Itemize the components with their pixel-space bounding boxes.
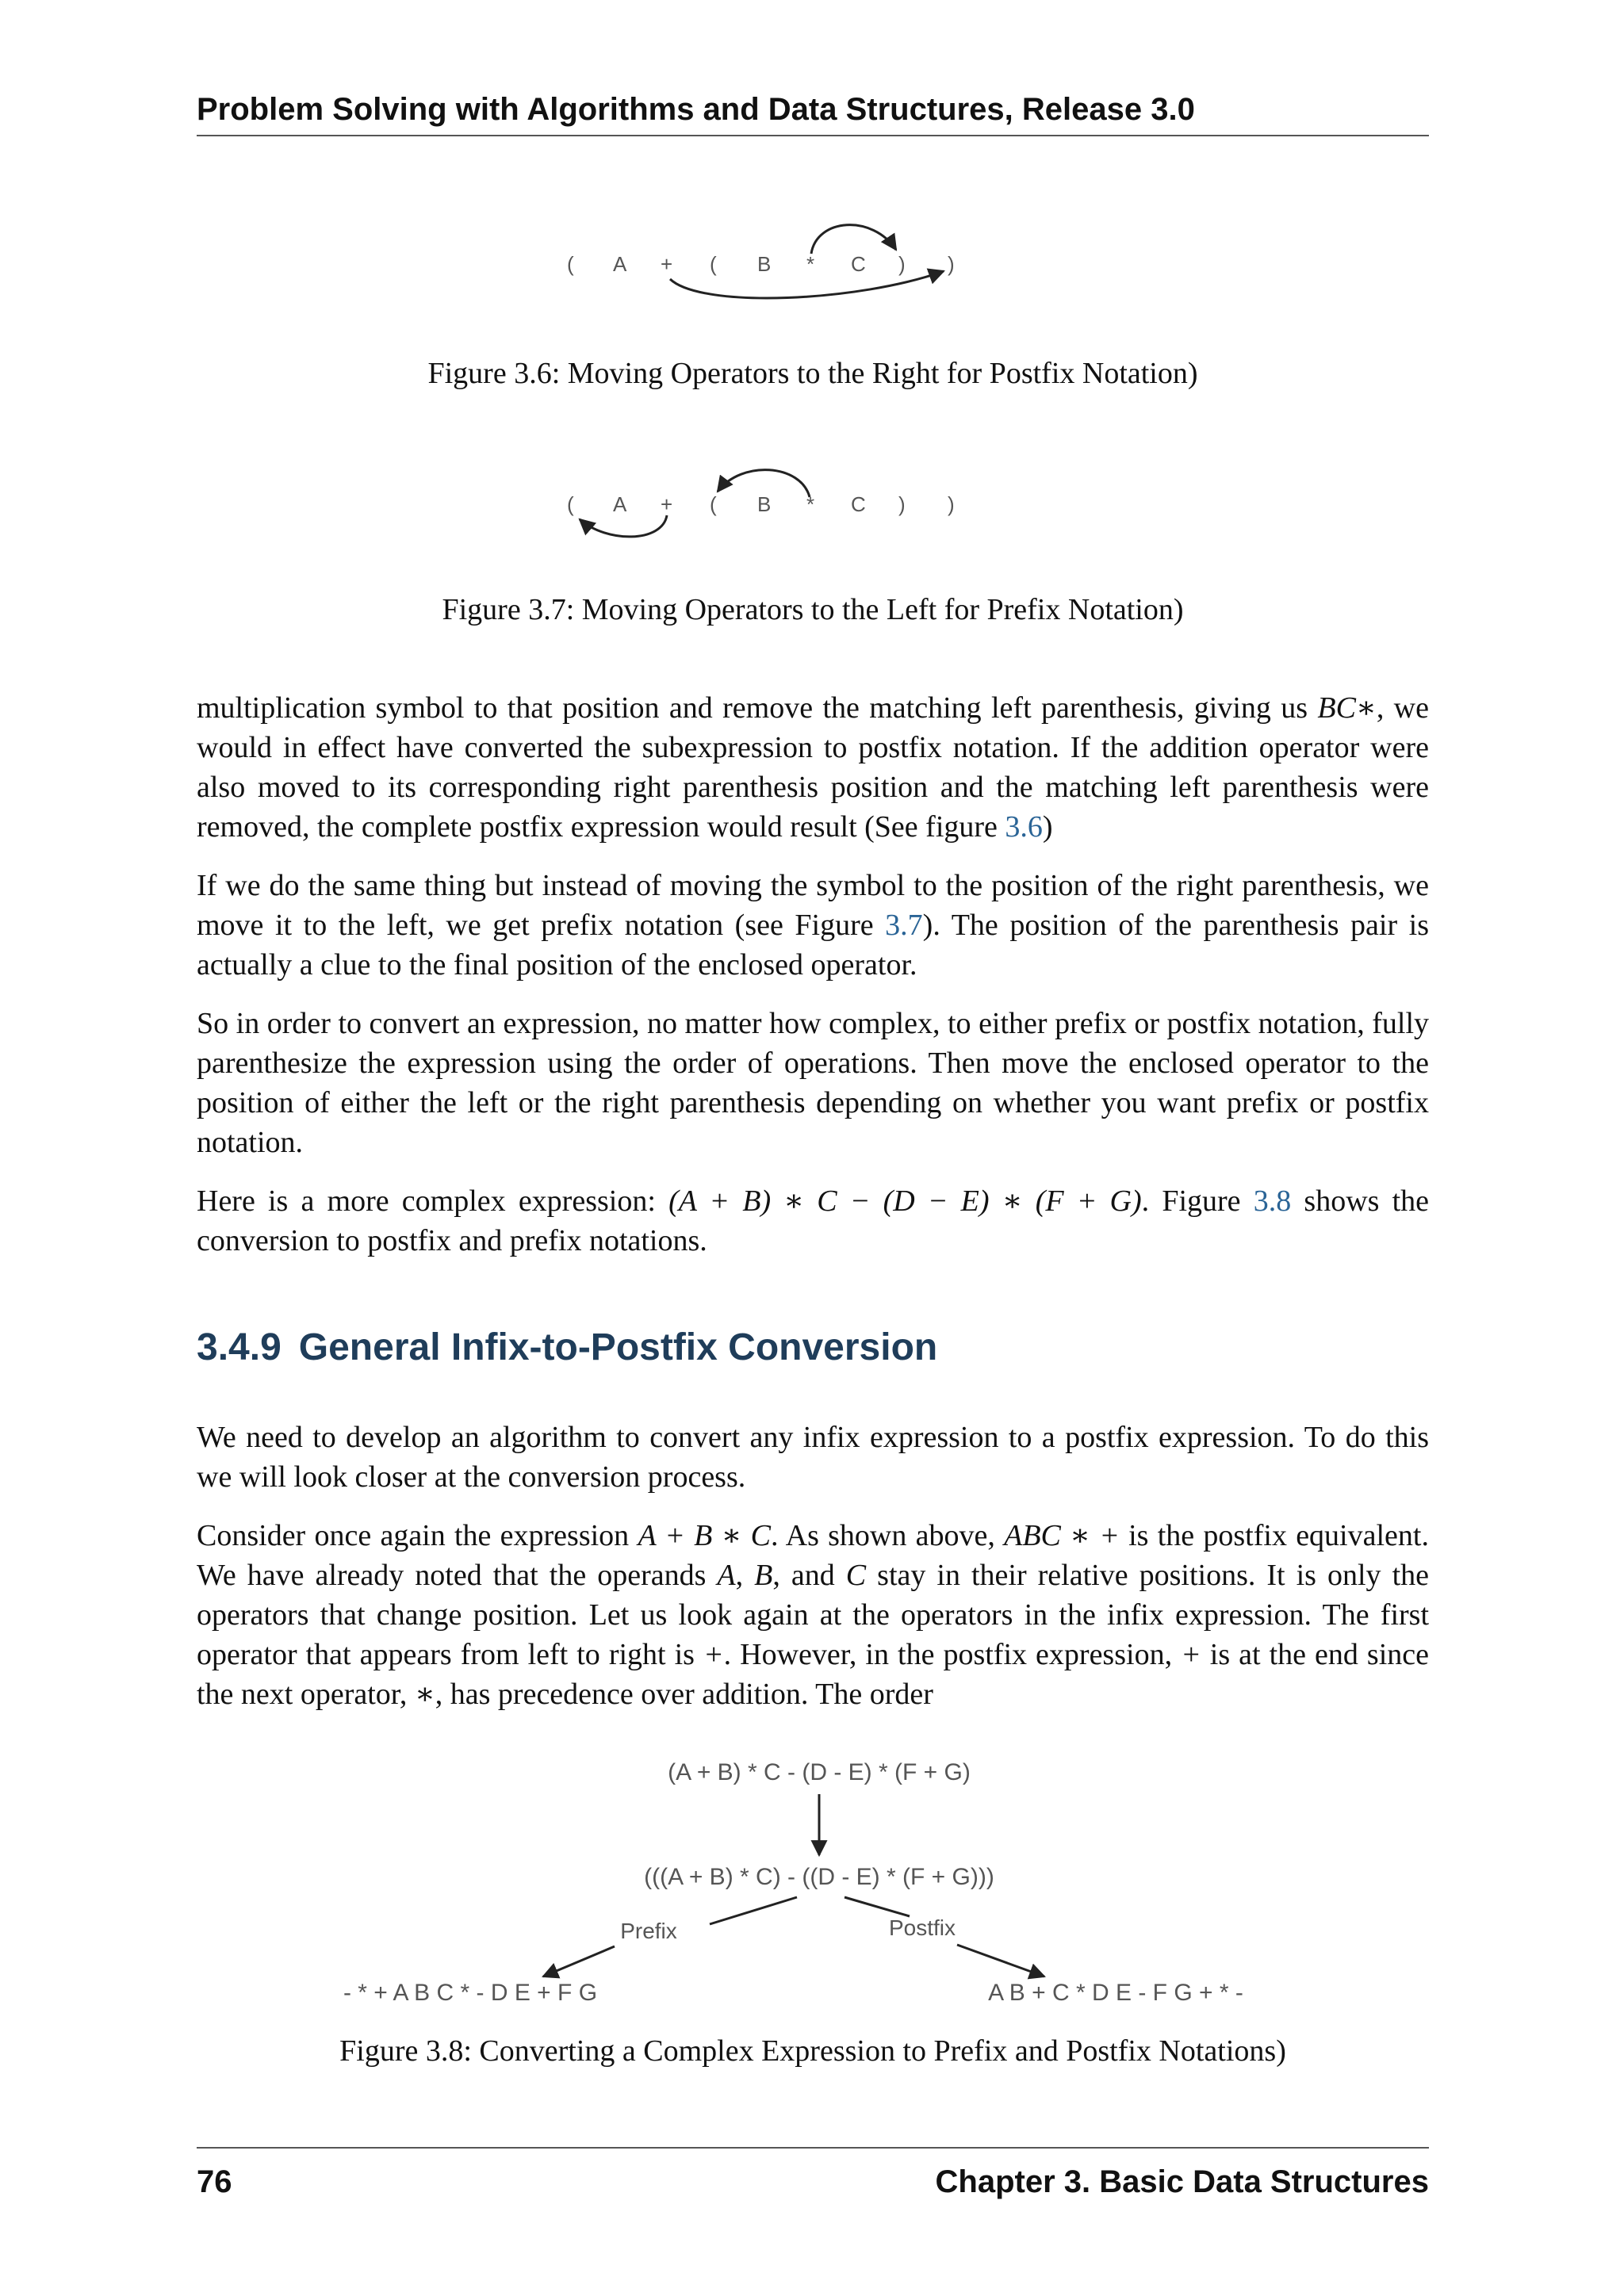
text: shows the conversion to postfix and prefix notations. [197,1184,1430,1257]
token-rparen-2: ) [948,252,955,276]
running-header: Problem Solving with Algorithms and Data Structures, Release 3.0 [197,89,1429,136]
math-expression: ∗ [414,1678,435,1711]
section-heading [197,1326,1429,1369]
figure-3-7 [197,440,1429,559]
text: ). The position of the parenthesis pair is actually a clue to the final position of the enclosed operator. [197,909,1430,982]
text: , [735,1559,755,1592]
text: , has precedence over addition. The order [435,1678,933,1711]
arrow-to-prefix-result [543,1946,615,1976]
token-lparen-2: ( [710,492,717,516]
figure-3-8-diagram [297,1748,1328,2018]
figure-3-8-caption: Figure 3.8: Converting a Complex Expression to Prefix and Postfix Notations) [339,2034,1286,2068]
math-expression: BC∗ [1317,691,1377,725]
token-lparen-2: ( [710,252,717,276]
figure-3-7-caption: Figure 3.7: Moving Operators to the Left for Prefix Notation) [442,593,1184,626]
token-lparen-1: ( [567,492,574,516]
figure-3-6-diagram [559,198,1067,317]
page-number: 76 [197,2164,232,2199]
token-star: * [806,252,815,276]
token-plus: + [661,252,673,276]
text: . Figure [1141,1184,1254,1218]
token-star: * [806,492,815,516]
postfix-label: Postfix [888,1915,956,1940]
math-expression: B [754,1559,773,1592]
prefix-result: - * + A B C * - D E + F G [343,1980,598,2006]
token-plus: + [661,492,673,516]
section-number: 3.4.9 [197,1326,282,1368]
text: . As shown above, [771,1519,1005,1552]
math-expression: A [717,1559,736,1592]
text: ) [1042,810,1053,844]
line-to-postfix-label [845,1897,910,1916]
text: is at the end since the next operator, [197,1638,1430,1711]
text: . However, in the postfix expression, [723,1638,1182,1671]
text: is the postfix equivalent. We have already noted that the operands [197,1519,1429,1592]
token-b: B [757,492,772,516]
math-expression: (A + B) ∗ C − (D − E) ∗ (F + G) [668,1184,1142,1218]
token-a: A [613,252,627,276]
math-expression: + [703,1638,724,1671]
math-expression: ABC ∗ + [1004,1519,1120,1552]
math-expression: A + B ∗ C [638,1519,771,1552]
paragraph: We need to develop an algorithm to convert any infix expression to a postfix expression. To do this we will look closer at the conversion process. [197,1421,1429,1494]
parenthesized-expression: (((A + B) * C) - ((D - E) * (F + G))) [644,1864,994,1890]
page-footer [197,2147,1429,2200]
text: multiplication symbol to that position and remove the matching left parenthesis, giving us [197,691,1318,725]
text: If we do the same thing but instead of moving the symbol to the position of the right parenthesis, we move it to the left, we get prefix notation (see Figure [197,869,1429,942]
paragraph [197,1181,1429,1261]
text: Consider once again the expression [197,1519,638,1552]
token-c: C [851,492,866,516]
figure-link[interactable]: 3.7 [885,909,923,942]
paragraph [197,866,1429,985]
infix-expression: (A + B) * C - (D - E) * (F + G) [668,1759,971,1785]
text: , we would in effect have converted the subexpression to postfix notation. If the addition operator were also moved to its corresponding right parenthesis position and the matching left parenthesis were removed, the complete postfix expression would result (See figure [197,691,1429,844]
prefix-label: Prefix [620,1919,677,1943]
arrow-plus-to-lparen [580,515,667,537]
figure-link[interactable]: 3.6 [1005,810,1043,844]
token-lparen-1: ( [567,252,574,276]
section-title: General Infix-to-Postfix Conversion [298,1326,938,1368]
math-expression: C [845,1559,867,1592]
math-expression: + [1181,1638,1201,1671]
paragraph: So in order to convert an expression, no matter how complex, to either prefix or postfix notation, fully parenthesize the expression using the order of operations. Then move the enclosed operator to the position of either the left or the right parenthesis depending on whether you want prefix or postfix notation. [197,1007,1429,1159]
token-c: C [851,252,866,276]
body-text-2 [197,1418,1429,1733]
token-b: B [757,252,772,276]
body-text-1 [197,688,1429,1280]
figure-3-7-diagram [559,440,1067,559]
figure-3-6 [197,198,1429,317]
text: Here is a more complex expression: [197,1184,669,1218]
figure-3-6-caption: Figure 3.6: Moving Operators to the Right for Postfix Notation) [427,357,1198,390]
token-rparen-1: ) [898,492,906,516]
chapter-title: Chapter 3. Basic Data Structures [935,2164,1429,2199]
paragraph [197,688,1429,847]
paragraph [197,1516,1429,1714]
line-to-prefix-label [710,1897,797,1924]
text: stay in their relative positions. It is only the operators that change position. Let us look again at the operators in the infix expression. The first operator that appears from left to right is [197,1559,1429,1671]
figure-3-8 [197,1748,1429,2018]
token-rparen-2: ) [948,492,955,516]
text: , and [772,1559,846,1592]
token-rparen-1: ) [898,252,906,276]
postfix-result: A B + C * D E - F G + * - [988,1980,1243,2006]
token-a: A [613,492,627,516]
figure-link[interactable]: 3.8 [1253,1184,1292,1218]
arrow-star-to-rparen [811,225,896,254]
arrow-to-postfix-result [957,1945,1044,1976]
